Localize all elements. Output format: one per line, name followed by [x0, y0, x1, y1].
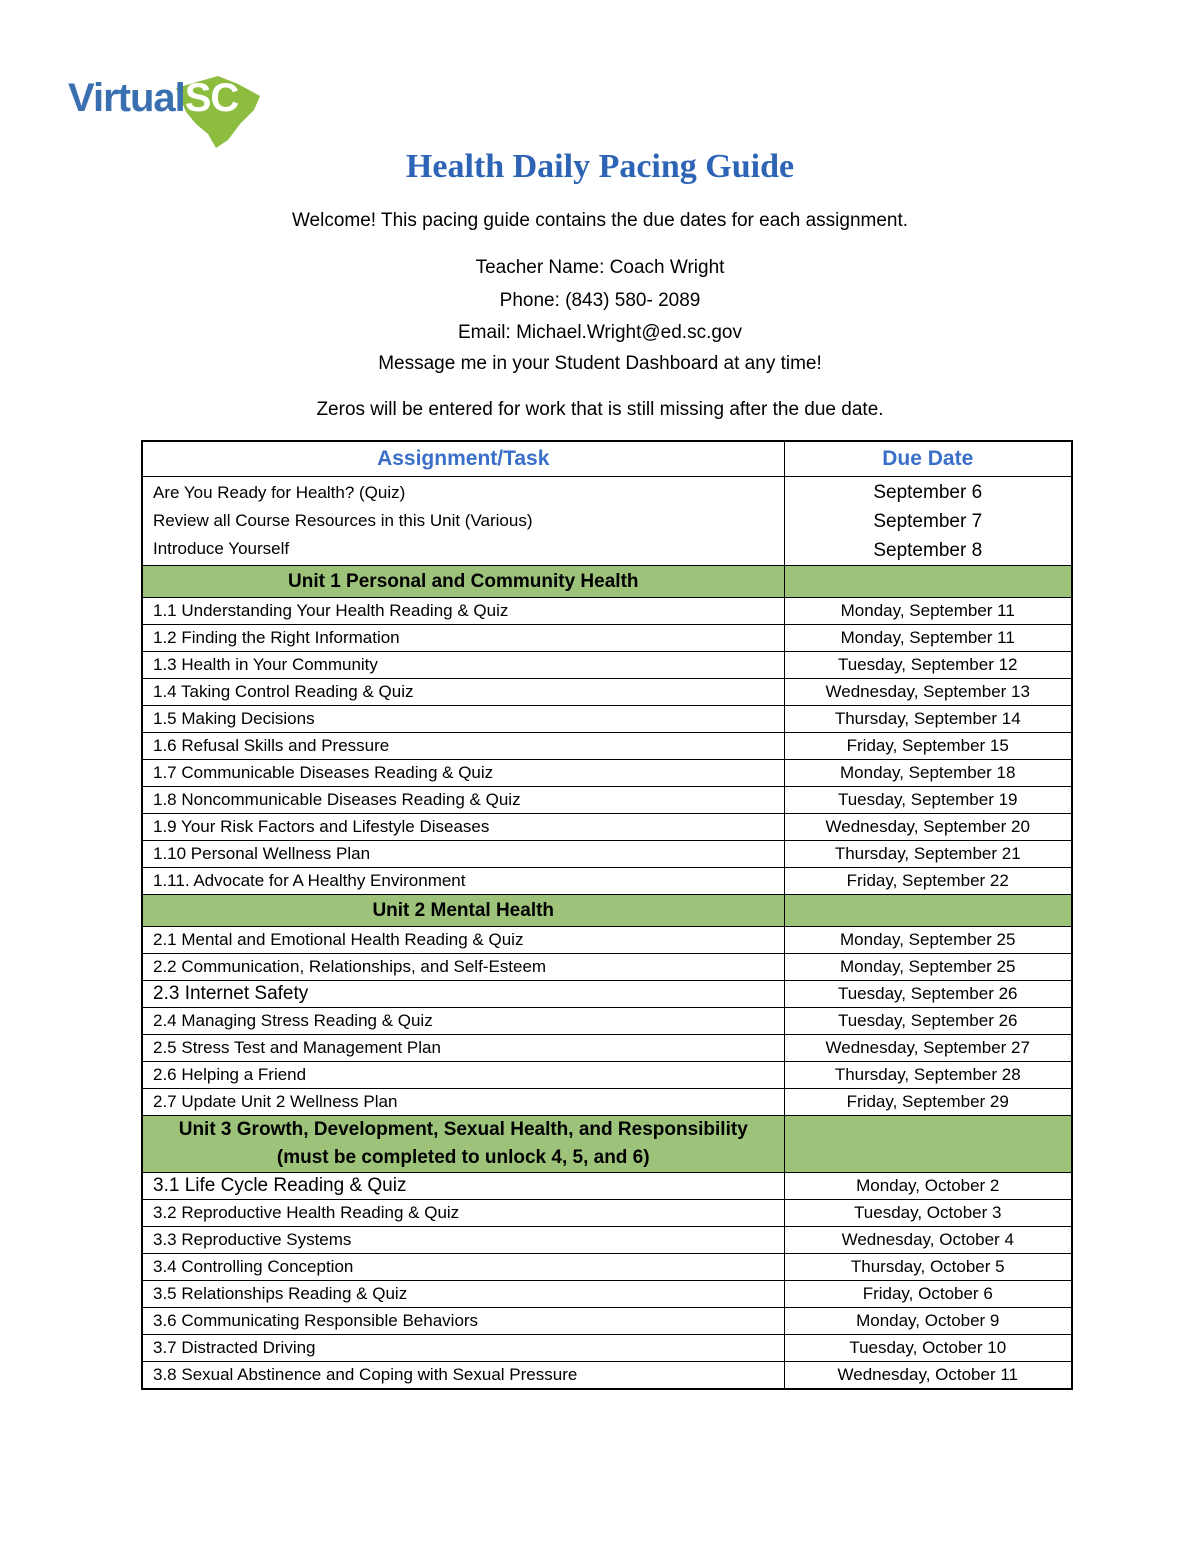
- intro-row: [142, 477, 1072, 566]
- table-row: [142, 1281, 1072, 1308]
- assignment-cell: 2.1 Mental and Emotional Health Reading & Quiz: [142, 927, 784, 954]
- teacher-email[interactable]: Email: Michael.Wright@ed.sc.gov: [458, 322, 742, 343]
- table-row: [142, 625, 1072, 652]
- intro-dates: [784, 477, 1072, 566]
- page-title: Health Daily Pacing Guide: [405, 148, 795, 185]
- due-date-cell: Wednesday, October 4: [784, 1227, 1072, 1254]
- due-date-cell: Tuesday, September 19: [784, 787, 1072, 814]
- table-row: [142, 954, 1072, 981]
- table-row: [142, 1035, 1072, 1062]
- due-date-cell: Monday, September 11: [784, 598, 1072, 625]
- unit-title: Unit 3 Growth, Development, Sexual Health, and Responsibility (must be completed to unlock 4, 5, and 6): [142, 1116, 784, 1173]
- table-row: [142, 1308, 1072, 1335]
- assignment-cell: 3.5 Relationships Reading & Quiz: [142, 1281, 784, 1308]
- table-row: [142, 1008, 1072, 1035]
- table-row: [142, 652, 1072, 679]
- pacing-table: [141, 440, 1073, 1390]
- assignment-cell: 1.3 Health in Your Community: [142, 652, 784, 679]
- due-date-cell: Friday, September 15: [784, 733, 1072, 760]
- due-date-cell: Friday, September 29: [784, 1089, 1072, 1116]
- assignment-cell: 3.8 Sexual Abstinence and Coping with Sexual Pressure: [142, 1362, 784, 1390]
- assignment-cell: 1.4 Taking Control Reading & Quiz: [142, 679, 784, 706]
- intro-task: Introduce Yourself: [153, 539, 290, 558]
- table-header-row: [142, 441, 1072, 477]
- assignment-cell: 2.4 Managing Stress Reading & Quiz: [142, 1008, 784, 1035]
- assignment-cell: 1.11. Advocate for A Healthy Environment: [142, 868, 784, 895]
- assignment-cell: 3.4 Controlling Conception: [142, 1254, 784, 1281]
- due-date-cell: Tuesday, October 3: [784, 1200, 1072, 1227]
- table-row: [142, 1089, 1072, 1116]
- assignment-cell: 2.2 Communication, Relationships, and Self-Esteem: [142, 954, 784, 981]
- intro-tasks: [142, 477, 784, 566]
- header-due-date: Due Date: [784, 441, 1072, 477]
- assignment-cell: 3.2 Reproductive Health Reading & Quiz: [142, 1200, 784, 1227]
- table-row: [142, 1227, 1072, 1254]
- due-date-cell: Monday, October 9: [784, 1308, 1072, 1335]
- assignment-cell: 1.6 Refusal Skills and Pressure: [142, 733, 784, 760]
- unit-2-header: [142, 895, 1072, 927]
- due-date-cell: Monday, September 25: [784, 954, 1072, 981]
- due-date-cell: Wednesday, September 20: [784, 814, 1072, 841]
- table-row: [142, 868, 1072, 895]
- due-date-cell: Thursday, September 21: [784, 841, 1072, 868]
- due-date-cell: Friday, October 6: [784, 1281, 1072, 1308]
- intro-date: September 7: [873, 510, 983, 532]
- assignment-cell: 1.2 Finding the Right Information: [142, 625, 784, 652]
- due-date-cell: Wednesday, September 27: [784, 1035, 1072, 1062]
- intro-task: Review all Course Resources in this Unit (Various): [153, 511, 533, 530]
- table-row: [142, 1062, 1072, 1089]
- assignment-cell: 2.6 Helping a Friend: [142, 1062, 784, 1089]
- table-row: [142, 927, 1072, 954]
- due-date-cell: Wednesday, September 13: [784, 679, 1072, 706]
- due-date-cell: Monday, October 2: [784, 1173, 1072, 1200]
- due-date-cell: Monday, September 25: [784, 927, 1072, 954]
- assignment-cell: 1.1 Understanding Your Health Reading & Quiz: [142, 598, 784, 625]
- assignment-cell: 2.7 Update Unit 2 Wellness Plan: [142, 1089, 784, 1116]
- assignment-cell: 2.5 Stress Test and Management Plan: [142, 1035, 784, 1062]
- table-row: [142, 787, 1072, 814]
- assignment-cell: 1.5 Making Decisions: [142, 706, 784, 733]
- table-row: [142, 679, 1072, 706]
- table-row: [142, 1200, 1072, 1227]
- due-date-cell: Wednesday, October 11: [784, 1362, 1072, 1390]
- intro-task: Are You Ready for Health? (Quiz): [153, 483, 406, 502]
- table-row: [142, 760, 1072, 787]
- due-date-cell: Thursday, October 5: [784, 1254, 1072, 1281]
- virtualsc-logo: [68, 66, 268, 156]
- unit-1-header: [142, 566, 1072, 598]
- intro-date: September 6: [873, 481, 983, 503]
- assignment-cell: 3.3 Reproductive Systems: [142, 1227, 784, 1254]
- table-row: [142, 981, 1072, 1008]
- due-date-cell: Thursday, September 28: [784, 1062, 1072, 1089]
- assignment-cell: 2.3 Internet Safety: [142, 981, 784, 1008]
- table-row: [142, 1335, 1072, 1362]
- welcome-text: Welcome! This pacing guide contains the due dates for each assignment.: [291, 210, 909, 231]
- assignment-cell: 1.8 Noncommunicable Diseases Reading & Quiz: [142, 787, 784, 814]
- due-date-cell: Tuesday, October 10: [784, 1335, 1072, 1362]
- due-date-cell: Tuesday, September 26: [784, 1008, 1072, 1035]
- assignment-cell: 1.9 Your Risk Factors and Lifestyle Diseases: [142, 814, 784, 841]
- assignment-cell: 3.7 Distracted Driving: [142, 1335, 784, 1362]
- zeros-note: Zeros will be entered for work that is still missing after the due date.: [316, 399, 884, 420]
- assignment-cell: 3.1 Life Cycle Reading & Quiz: [142, 1173, 784, 1200]
- teacher-phone: Phone: (843) 580- 2089: [499, 290, 701, 311]
- table-row: [142, 733, 1072, 760]
- unit-title: Unit 2 Mental Health: [142, 895, 784, 927]
- intro-date: September 8: [873, 539, 983, 561]
- assignment-cell: 3.6 Communicating Responsible Behaviors: [142, 1308, 784, 1335]
- table-row: [142, 1173, 1072, 1200]
- logo-wordmark: VirtualSC: [68, 76, 239, 120]
- table-row: [142, 706, 1072, 733]
- table-row: [142, 841, 1072, 868]
- table-row: [142, 1254, 1072, 1281]
- due-date-cell: Thursday, September 14: [784, 706, 1072, 733]
- due-date-cell: Tuesday, September 12: [784, 652, 1072, 679]
- due-date-cell: Monday, September 18: [784, 760, 1072, 787]
- table-row: [142, 598, 1072, 625]
- message-note: Message me in your Student Dashboard at any time!: [378, 353, 822, 374]
- unit-3-header: [142, 1116, 1072, 1173]
- assignment-cell: 1.10 Personal Wellness Plan: [142, 841, 784, 868]
- assignment-cell: 1.7 Communicable Diseases Reading & Quiz: [142, 760, 784, 787]
- teacher-name: Teacher Name: Coach Wright: [475, 257, 725, 278]
- header-assignment: Assignment/Task: [142, 441, 784, 477]
- due-date-cell: Tuesday, September 26: [784, 981, 1072, 1008]
- table-row: [142, 814, 1072, 841]
- due-date-cell: Friday, September 22: [784, 868, 1072, 895]
- unit-title: Unit 1 Personal and Community Health: [142, 566, 784, 598]
- table-row: [142, 1362, 1072, 1390]
- due-date-cell: Monday, September 11: [784, 625, 1072, 652]
